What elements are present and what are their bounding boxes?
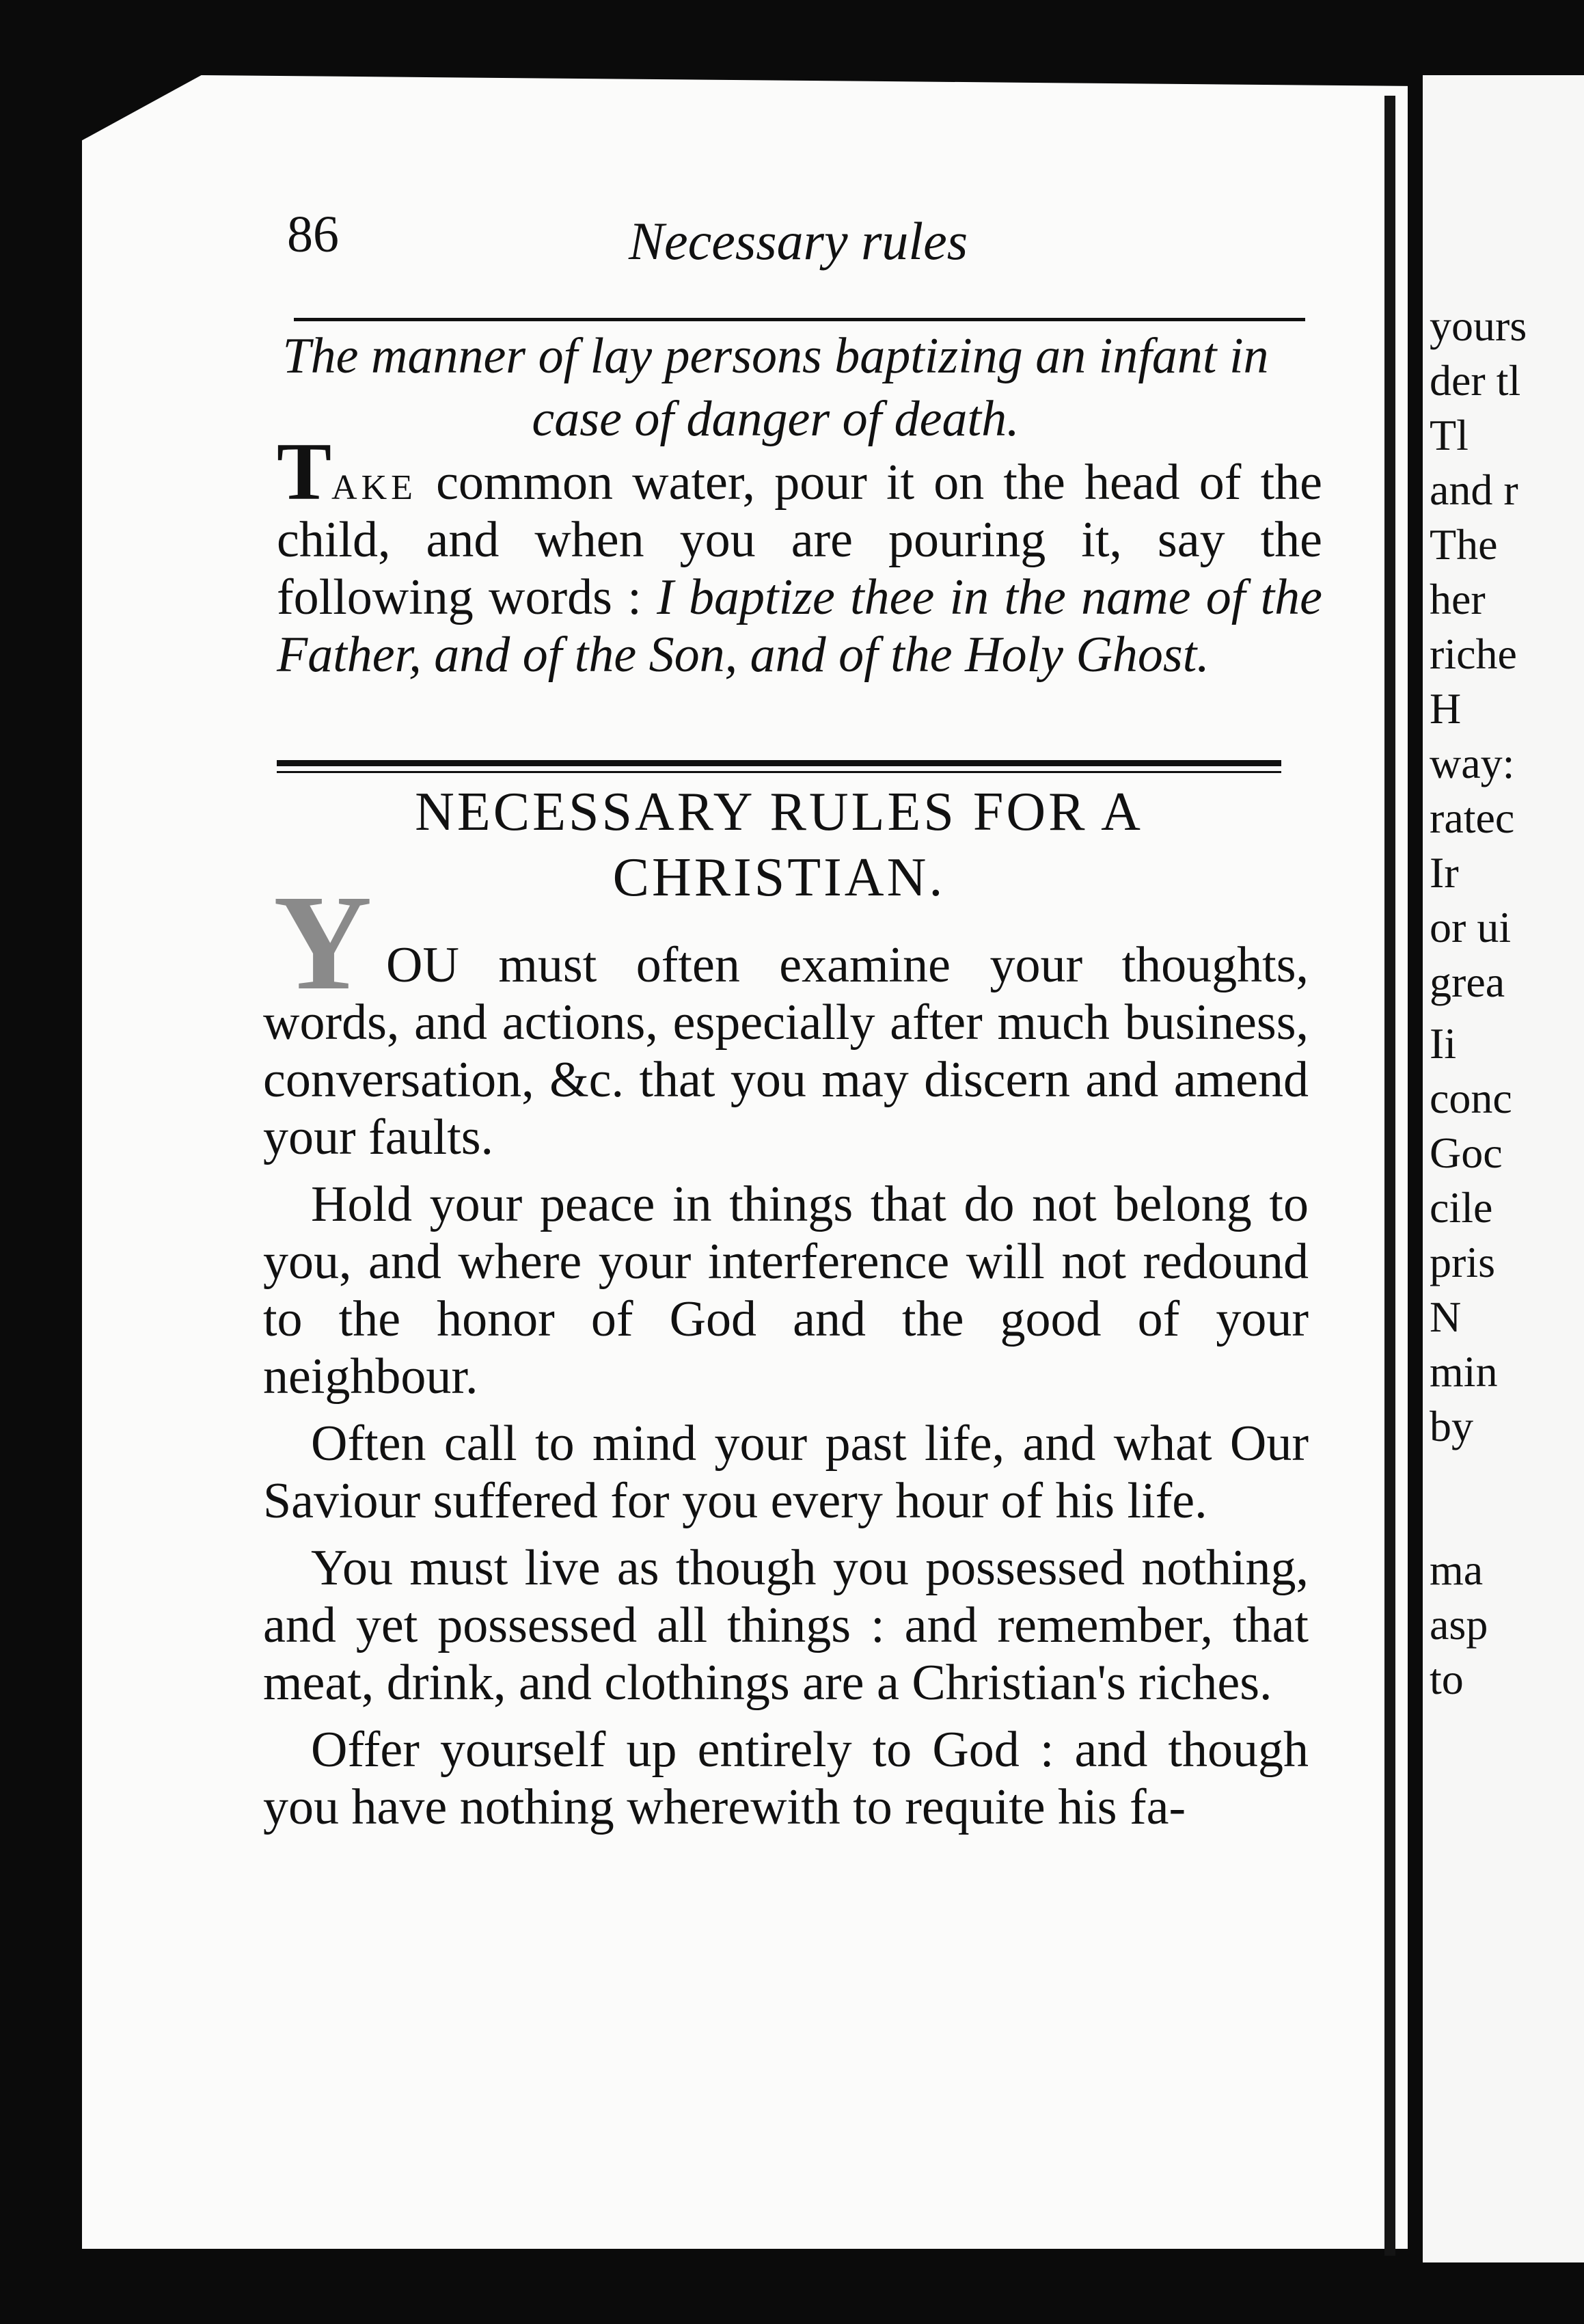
- facing-line: yours: [1430, 301, 1527, 350]
- facing-line: The: [1430, 520, 1498, 569]
- facing-line: ratec: [1430, 794, 1515, 842]
- facing-line: pris: [1430, 1238, 1495, 1286]
- facing-line: ma: [1430, 1545, 1484, 1594]
- rules-body: [263, 936, 1309, 1846]
- page-header: [0, 205, 1584, 273]
- small-caps-word: ake: [331, 455, 417, 511]
- facing-line: riche: [1430, 630, 1517, 678]
- rule-first-text: OU must often examine your thoughts, words, and actions, especially after much business, conversation, &c. that you may discern and amend your faults.: [263, 937, 1309, 1165]
- facing-line: min: [1430, 1347, 1498, 1396]
- facing-page: [1423, 75, 1584, 2262]
- header-rule: [294, 318, 1305, 321]
- facing-line: N: [1430, 1293, 1462, 1341]
- page-number: 86: [287, 206, 339, 263]
- section-title-line: CHRISTIAN.: [612, 848, 946, 908]
- facing-line: to: [1430, 1655, 1464, 1703]
- facing-line: Goc: [1430, 1129, 1503, 1177]
- rule-paragraph: Offer yourself up entirely to God : and though you have nothing wherewith to requite his fa-: [263, 1722, 1309, 1835]
- facing-line: way:: [1430, 739, 1515, 787]
- rule-paragraph: Often call to mind your past life, and what Our Saviour suffered for you every hour of his life.: [263, 1416, 1309, 1529]
- rule-paragraph: [263, 936, 1309, 1166]
- baptism-text: common water, pour it on the head of the child, and when you are pouring it, say the following words :: [277, 455, 1322, 625]
- section-title: [287, 779, 1271, 910]
- section-rule-thin: [277, 771, 1281, 773]
- facing-line: Ii: [1430, 1019, 1457, 1068]
- facing-line: and r: [1430, 465, 1518, 514]
- facing-line: Ir: [1430, 848, 1459, 897]
- baptism-formula: I baptize thee in the name of the Father, and of the Son, and of the Holy Ghost.: [277, 569, 1323, 683]
- section-title-line: NECESSARY RULES FOR A: [415, 782, 1143, 842]
- facing-line: cile: [1430, 1183, 1493, 1232]
- facing-line: Tl: [1430, 411, 1469, 459]
- facing-line: conc: [1430, 1074, 1512, 1122]
- baptism-paragraph: [277, 426, 1323, 684]
- section-rule-thick: [277, 760, 1281, 766]
- facing-line: H: [1430, 684, 1462, 733]
- facing-line: grea: [1430, 958, 1505, 1006]
- baptism-subheading: The manner of lay persons baptizing an infant in case of danger of death.: [282, 328, 1269, 447]
- drop-cap: T: [277, 426, 332, 517]
- rule-paragraph: You must live as though you possessed nothing, and yet possessed all things : and remember, that meat, drink, and clothings are a Christian's riches.: [263, 1540, 1309, 1711]
- facing-line: asp: [1430, 1600, 1488, 1649]
- facing-line: by: [1430, 1402, 1473, 1450]
- book-gutter: [1384, 96, 1395, 2256]
- facing-line: her: [1430, 575, 1486, 623]
- running-head: Necessary rules: [629, 211, 968, 271]
- drop-cap-y: Y: [273, 867, 372, 1018]
- facing-line: or ui: [1430, 903, 1512, 951]
- facing-line: der tl: [1430, 356, 1521, 405]
- rule-paragraph: Hold your peace in things that do not belong to you, and where your interference will not redound to the honor of God and the good of your neighbour.: [263, 1176, 1309, 1405]
